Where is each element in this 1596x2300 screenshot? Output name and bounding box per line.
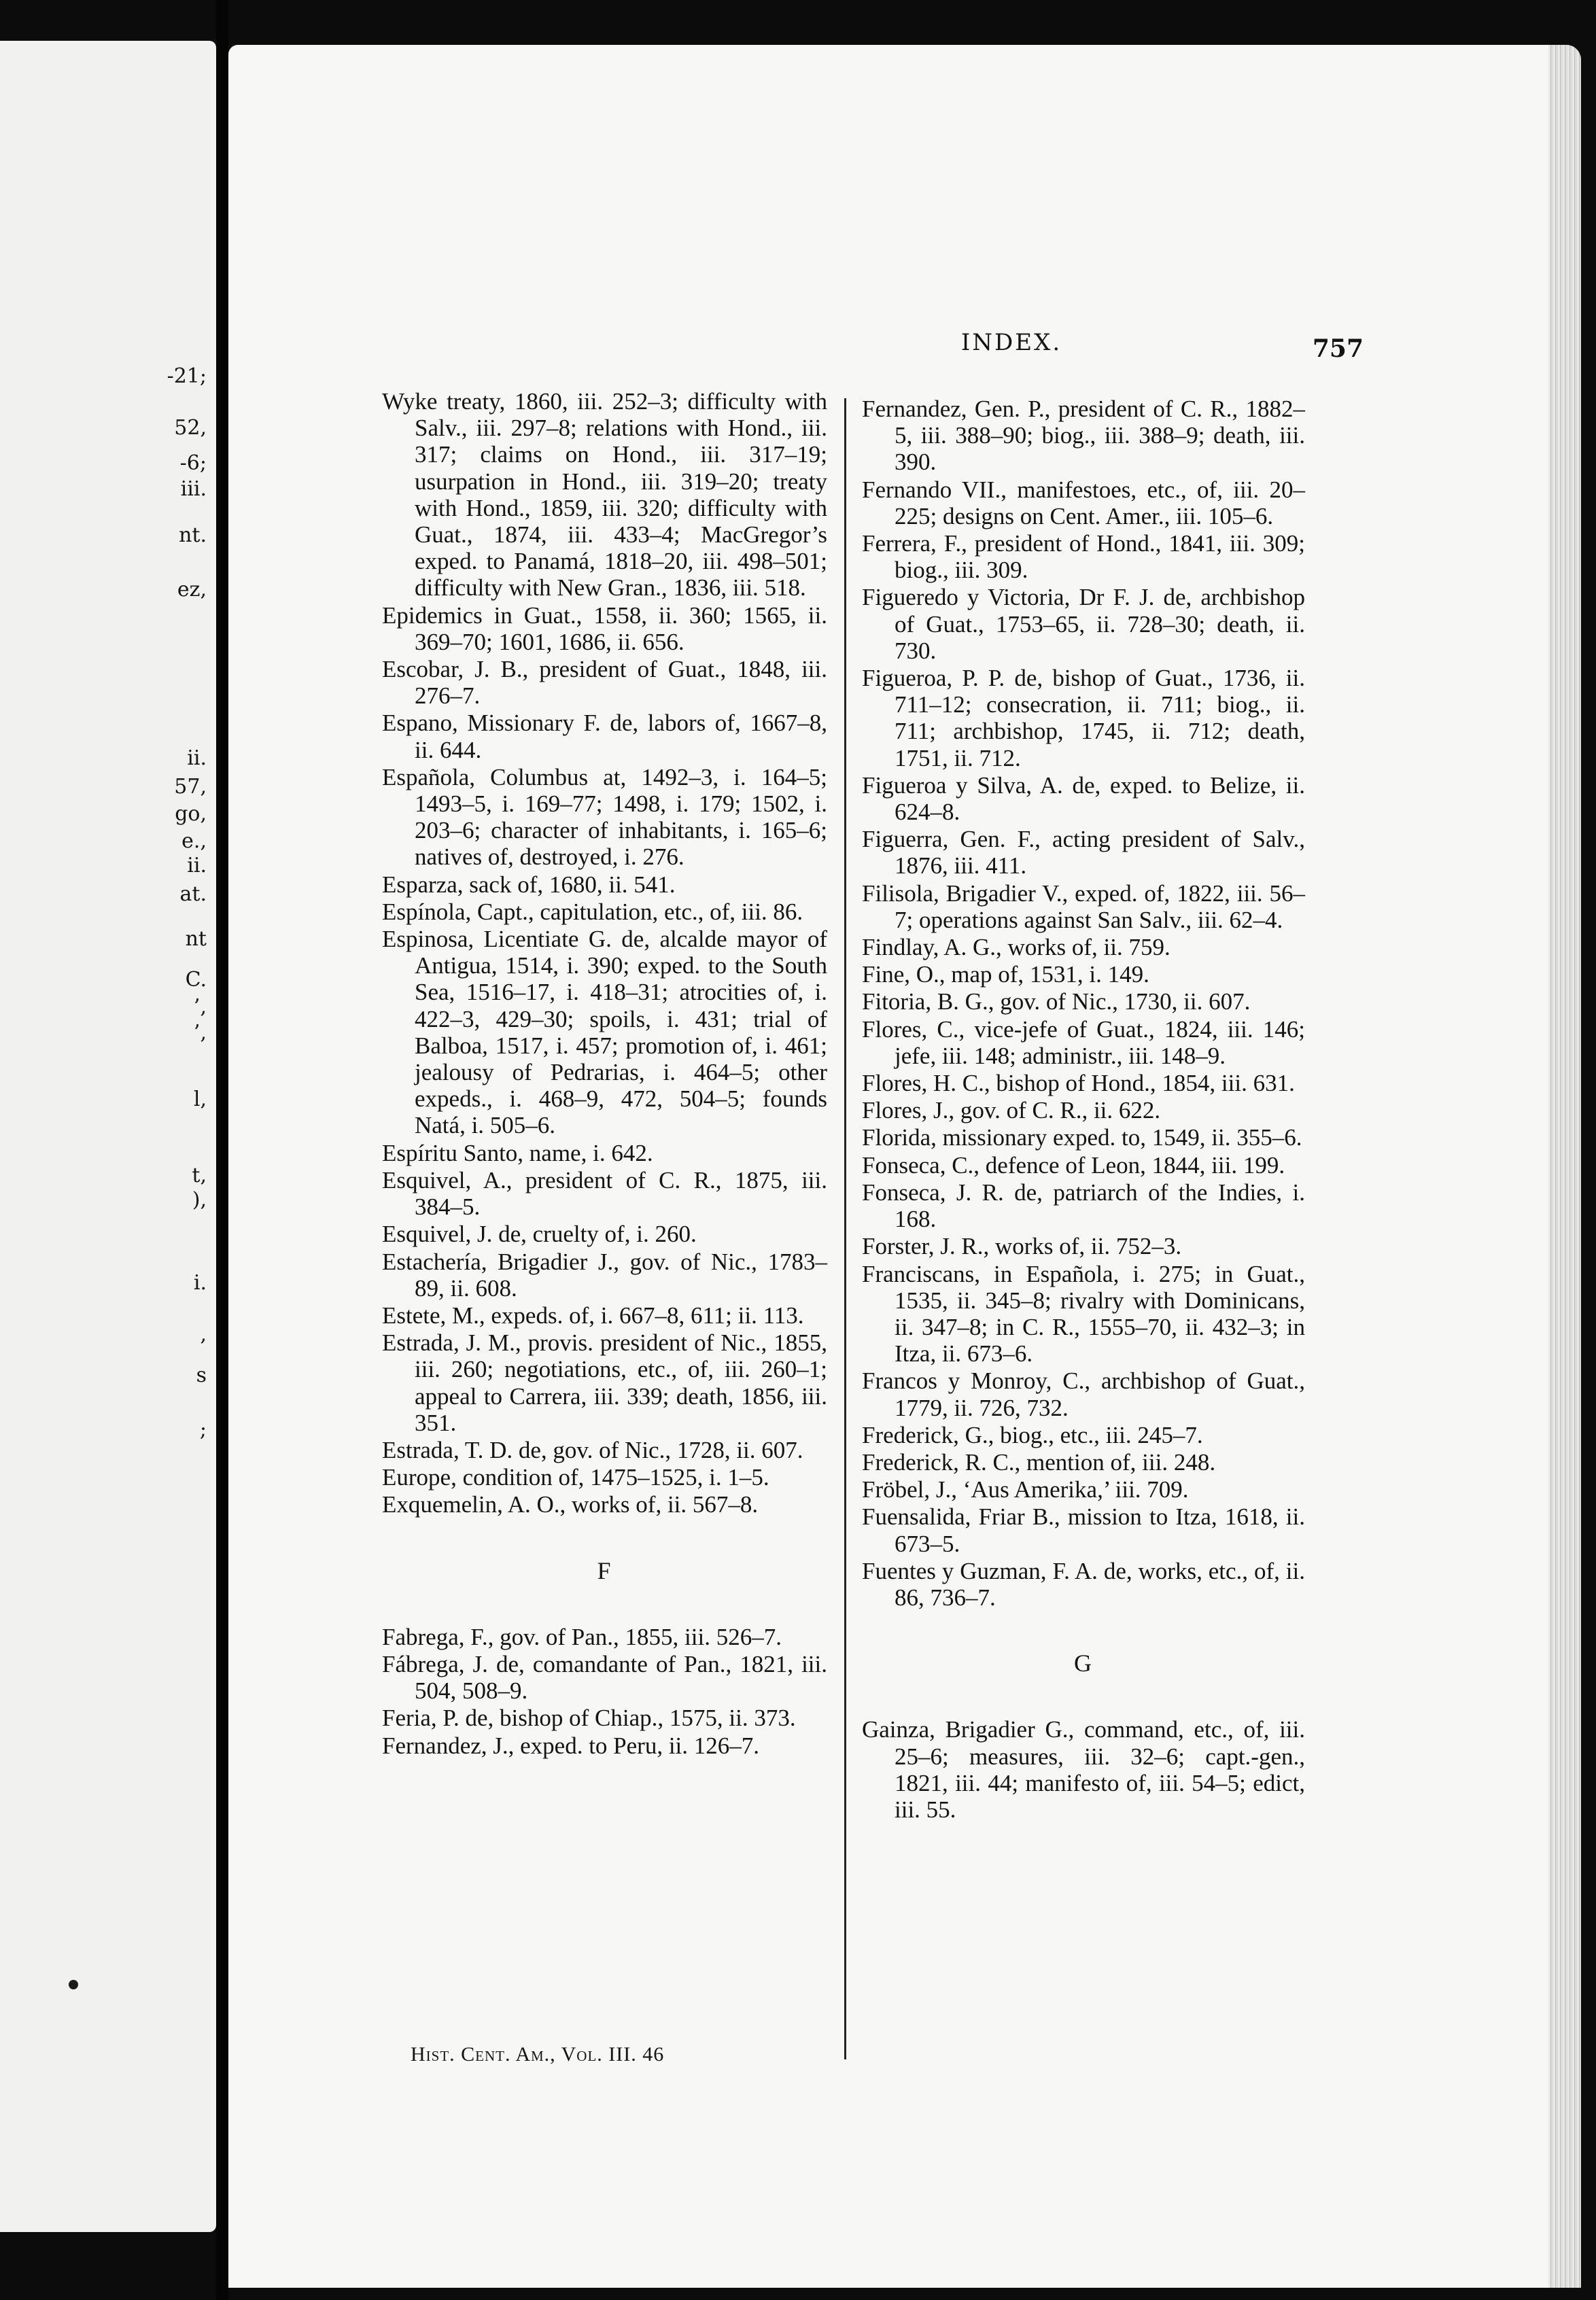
index-entry: Fuentes y Guzman, F. A. de, works, etc., of, ii. 86, 736–7. [862, 1557, 1305, 1611]
index-entry: Espíritu Santo, name, i. 642. [382, 1139, 653, 1166]
index-entry: Gainza, Brigadier G., command, etc., of, iii. 25–6; measures, iii. 32–6; capt.-gen., 1821, iii. 44; manifesto of, iii. 54–5; edict, iii. 55. [862, 1716, 1305, 1823]
facing-page-text-fragment: l, [193, 1087, 207, 1111]
section-letter-g: G [1074, 1650, 1093, 1677]
book-gutter [216, 0, 228, 2300]
facing-page-text-fragment: 52, [174, 416, 207, 440]
facing-page-text-fragment: nt. [179, 523, 207, 547]
index-entry: Espano, Missionary F. de, labors of, 1667–8, ii. 644. [382, 710, 827, 763]
facing-page-text-fragment: e., [181, 829, 207, 853]
entries-group-e [382, 388, 827, 1518]
facing-page-text-fragment: , [200, 1323, 207, 1346]
index-entry: Figueroa y Silva, A. de, exped. to Belize, ii. 624–8. [862, 771, 1305, 826]
index-entry: Fábrega, J. de, comandante of Pan., 1821, iii. 504, 508–9. [382, 1650, 827, 1705]
index-entry: Frederick, G., biog., etc., iii. 245–7. [862, 1421, 1203, 1448]
index-entry: Florida, missionary exped. to, 1549, ii. 355–6. [862, 1124, 1302, 1151]
index-entry: Findlay, A. G., works of, ii. 759. [862, 934, 1170, 961]
index-entry: Fernandez, J., exped. to Peru, ii. 126–7. [382, 1732, 760, 1759]
facing-page-text-fragment: s [196, 1363, 207, 1387]
index-entry: Esquivel, A., president of C. R., 1875, iii. 384–5. [382, 1166, 827, 1221]
index-column-left [382, 388, 827, 1760]
index-entry: Frederick, R. C., mention of, iii. 248. [862, 1448, 1216, 1476]
index-entry: Esparza, sack of, 1680, ii. 541. [382, 871, 676, 898]
index-entry: Espinosa, Licentiate G. de, alcalde mayor of Antigua, 1514, i. 390; exped. to the South Sea, 1516–17, i. 418–31; atrocities of, i. 422–3, 429–30; spoils, i. 431; trial of Balboa, 1517, i. 457; promotion of, i. 461; jealousy of Pedrarias, i. 464–5; other expeds., i. 468–9, 472, 504–5; founds Natá, i. 505–6. [382, 926, 827, 1139]
index-entry: Exquemelin, A. O., works of, ii. 567–8. [382, 1491, 759, 1518]
index-entry: Esquivel, J. de, cruelty of, i. 260. [382, 1221, 697, 1248]
section-letter-f: F [597, 1556, 612, 1584]
index-page [228, 45, 1581, 2288]
facing-page-text-fragment: at. [179, 882, 207, 906]
page-number: 757 [1312, 334, 1364, 363]
running-head: INDEX. [960, 329, 1062, 356]
facing-page-text-fragment: 57, [174, 775, 207, 799]
index-entry: Forster, J. R., works of, ii. 752–3. [862, 1233, 1182, 1260]
index-entry: Fröbel, J., ‘Aus Amerika,’ iii. 709. [862, 1476, 1189, 1503]
index-entry: Feria, P. de, bishop of Chiap., 1575, ii. 373. [382, 1705, 796, 1732]
facing-page-text-fragment: -6; [179, 451, 207, 475]
index-entry: Estachería, Brigadier J., gov. of Nic., 1783–89, ii. 608. [382, 1248, 827, 1302]
margin-dot [69, 1980, 78, 1989]
page-edge [1548, 45, 1581, 2288]
facing-page-text-fragment: nt [185, 927, 207, 951]
facing-page-text-fragment: C. [185, 968, 207, 992]
index-entry: Figueroa, P. P. de, bishop of Guat., 1736, ii. 711–12; consecration, ii. 711; biog., ii. 711; archbishop, 1745, ii. 712; death, 1751, ii. 712. [862, 665, 1305, 771]
index-entry: Fernandez, Gen. P., president of C. R., 1882–5, iii. 388–90; biog., iii. 388–9; death, iii. 390. [862, 396, 1305, 476]
index-entry: Española, Columbus at, 1492–3, i. 164–5; 1493–5, i. 169–77; 1498, i. 179; 1502, i. 203–6; character of inhabitants, i. 165–6; natives of, destroyed, i. 276. [382, 763, 827, 871]
index-entry: Escobar, J. B., president of Guat., 1848, iii. 276–7. [382, 656, 827, 710]
index-entry: Fonseca, C., defence of Leon, 1844, iii. 199. [862, 1151, 1285, 1179]
facing-page-text-fragment: ii. [187, 746, 207, 770]
entries-group-f-cont [862, 396, 1305, 1611]
facing-page-text-fragment: -21; [167, 364, 207, 388]
facing-page-text-fragment: ’, [193, 1021, 207, 1045]
facing-page-text-fragment: go, [175, 802, 207, 826]
index-entry: Fabrega, F., gov. of Pan., 1855, iii. 526–7. [382, 1623, 782, 1650]
index-entry: Fonseca, J. R. de, patriarch of the Indies, i. 168. [862, 1179, 1305, 1233]
column-rule [844, 398, 846, 2059]
index-entry: Wyke treaty, 1860, iii. 252–3; difficulty with Salv., iii. 297–8; relations with Hond., iii. 317; claims on Hond., iii. 317–19; usurpation in Hond., iii. 319–20; treaty with Hond., 1859, iii. 320; difficulty with Guat., 1874, iii. 433–4; MacGregor’s exped. to Panamá, 1818–20, iii. 498–501; difficulty with New Gran., 1836, iii. 518. [382, 388, 827, 602]
index-entry: Flores, J., gov. of C. R., ii. 622. [862, 1097, 1161, 1124]
index-column-right [862, 396, 1305, 1824]
index-entry: Flores, C., vice-jefe of Guat., 1824, iii. 146; jefe, iii. 148; administr., iii. 148–9. [862, 1015, 1305, 1069]
index-entry: Estrada, T. D. de, gov. of Nic., 1728, ii. 607. [382, 1436, 803, 1463]
index-entry: Estete, M., expeds. of, i. 667–8, 611; ii. 113. [382, 1302, 804, 1329]
index-entry: Fine, O., map of, 1531, i. 149. [862, 961, 1149, 988]
index-entry: Figueredo y Victoria, Dr F. J. de, archbishop of Guat., 1753–65, ii. 728–30; death, ii. 730. [862, 584, 1305, 664]
entries-group-g [862, 1716, 1305, 1823]
index-entry: Estrada, J. M., provis. president of Nic., 1855, iii. 260; negotiations, etc., of, iii. 260–1; appeal to Carrera, iii. 339; death, 1856, iii. 351. [382, 1329, 827, 1436]
index-entry: Fernando VII., manifestoes, etc., of, iii. 20–225; designs on Cent. Amer., iii. 105–6. [862, 476, 1305, 529]
facing-page-text-fragment: ; [199, 1418, 207, 1442]
index-entry: Figuerra, Gen. F., acting president of Salv., 1876, iii. 411. [862, 826, 1305, 879]
signature-footer: Hist. Cent. Am., Vol. III. 46 [411, 2043, 665, 2066]
index-entry: Franciscans, in Española, i. 275; in Guat., 1535, ii. 345–8; rivalry with Dominicans, ii. 347–8; in C. R., 1555–70, ii. 432–3; in Itza, ii. 673–6. [862, 1260, 1305, 1367]
facing-page-text-fragment: i. [193, 1271, 207, 1295]
index-entry: Ferrera, F., president of Hond., 1841, iii. 309; biog., iii. 309. [862, 530, 1305, 584]
index-entry: Francos y Monroy, C., archbishop of Guat., 1779, ii. 726, 732. [862, 1367, 1305, 1421]
index-entry: Epidemics in Guat., 1558, ii. 360; 1565, ii. 369–70; 1601, 1686, ii. 656. [382, 602, 827, 655]
facing-page-text-fragment: ), [192, 1188, 207, 1212]
index-entry: Flores, H. C., bishop of Hond., 1854, iii. 631. [862, 1070, 1295, 1097]
facing-page-text-fragment: ii. [187, 854, 207, 877]
facing-page-text-fragment: iii. [180, 477, 207, 501]
entries-group-f [382, 1624, 827, 1759]
facing-page-text-fragment: t, [192, 1164, 207, 1187]
index-entry: Fitoria, B. G., gov. of Nic., 1730, ii. 607. [862, 988, 1251, 1015]
facing-page-text-fragment: ’, [193, 995, 207, 1019]
facing-page-fragment [0, 41, 216, 2232]
facing-page-text-fragment: ez, [177, 578, 207, 602]
index-entry: Filisola, Brigadier V., exped. of, 1822, iii. 56–7; operations against San Salv., iii. 62–4. [862, 879, 1305, 933]
index-entry: Fuensalida, Friar B., mission to Itza, 1618, ii. 673–5. [862, 1503, 1305, 1557]
index-entry: Espínola, Capt., capitulation, etc., of, iii. 86. [382, 898, 803, 925]
index-entry: Europe, condition of, 1475–1525, i. 1–5. [382, 1464, 769, 1491]
